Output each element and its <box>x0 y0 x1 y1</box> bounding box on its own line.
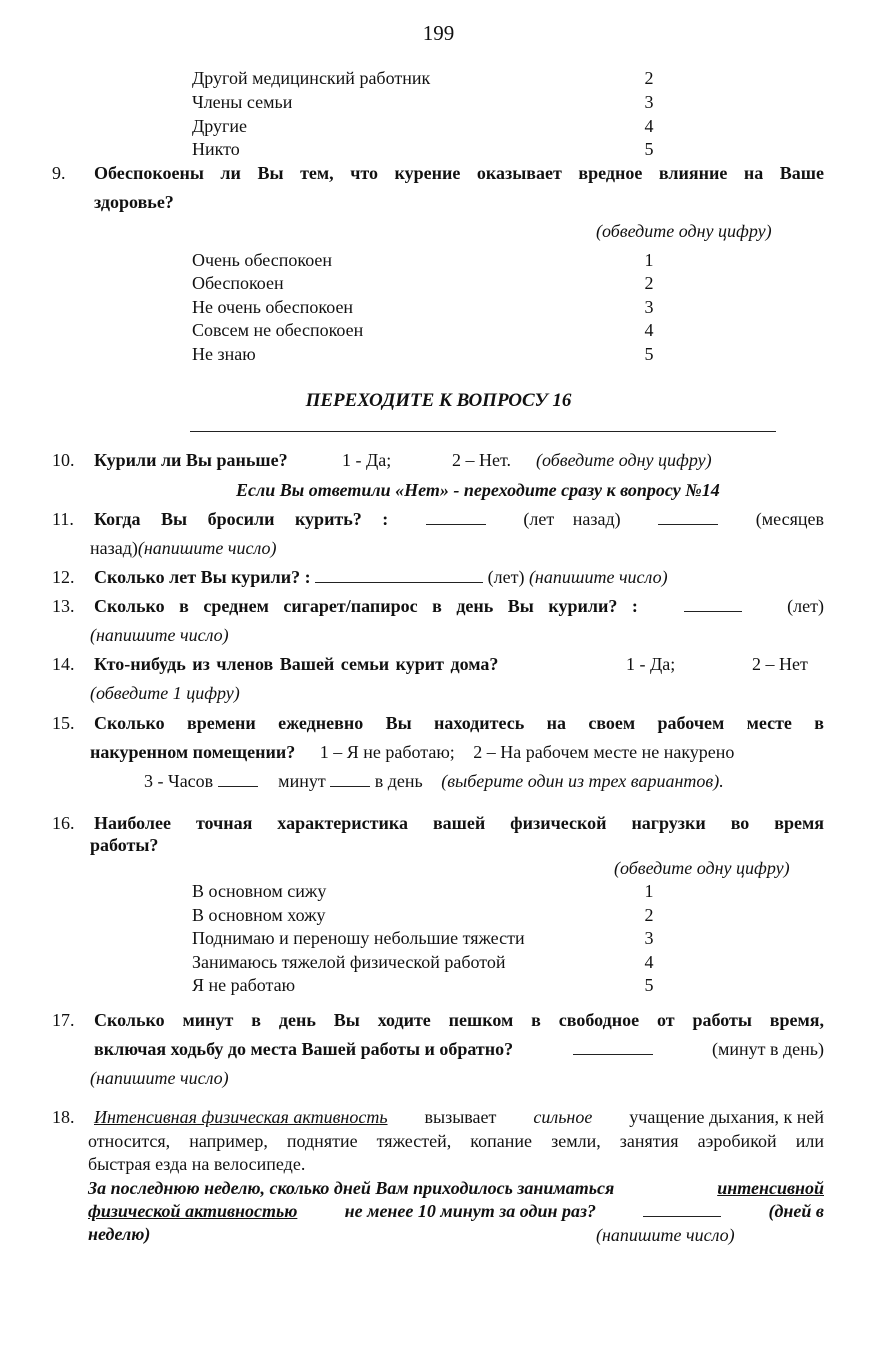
q13-answer-blank[interactable] <box>684 595 742 612</box>
q18-question-line1 <box>88 1177 824 1199</box>
q18-question-line2 <box>88 1200 824 1222</box>
q17-unit: (минут в день) <box>711 1039 824 1059</box>
q12-line <box>94 566 668 588</box>
q16-question-line2: работы? <box>90 835 159 855</box>
q11-months-blank[interactable] <box>658 508 718 525</box>
q8-option-label: Другой медицинский работник <box>192 68 431 88</box>
q11-line2-text: назад) <box>90 538 138 558</box>
q9-option-number[interactable]: 3 <box>644 297 654 317</box>
q18-text-b: сильное <box>533 1107 593 1127</box>
q13-line <box>94 595 824 617</box>
q8-option-label: Члены семьи <box>192 92 293 112</box>
q11-number: 11. <box>52 509 74 529</box>
q11-unit-years: (лет назад) <box>523 509 621 529</box>
q12-answer-blank[interactable] <box>315 566 483 583</box>
q10-number: 10. <box>52 450 75 470</box>
q16-option-label: В основном сижу <box>192 881 327 901</box>
q16-option-number[interactable]: 1 <box>644 881 654 901</box>
q11-years-blank[interactable] <box>426 508 486 525</box>
q16-option-number[interactable]: 4 <box>644 952 654 972</box>
q8-option-number[interactable]: 3 <box>644 92 654 112</box>
q14-hint: (обведите 1 цифру) <box>90 683 240 703</box>
q16-option-label: Поднимаю и переношу небольшие тяжести <box>192 928 525 948</box>
q14-option-no[interactable]: 2 – Нет <box>752 654 808 674</box>
q11-question: Когда Вы бросили курить? : <box>94 509 389 529</box>
q18-line2: относится, например, поднятие тяжестей, копание земли, занятия аэробикой или <box>88 1131 824 1151</box>
q8-option-number[interactable]: 5 <box>644 139 654 159</box>
q17-number: 17. <box>52 1010 75 1030</box>
q16-option-label: В основном хожу <box>192 905 326 925</box>
q11-unit-months: (месяцев <box>755 509 824 529</box>
q16-number: 16. <box>52 813 75 833</box>
q11-line <box>94 508 824 530</box>
q18-question-underlined-2: физической активностью <box>88 1201 298 1221</box>
q15-line2 <box>90 741 734 763</box>
q15-minutes-blank[interactable] <box>330 770 370 787</box>
q8-option-label: Никто <box>192 139 240 159</box>
q12-unit: (лет) <box>487 567 525 587</box>
q18-term: Интенсивная физическая активность <box>94 1107 388 1127</box>
q18-hint: (напишите число) <box>596 1225 735 1245</box>
q12-hint: (напишите число) <box>528 567 668 587</box>
q14-question: Кто-нибудь из членов Вашей семьи курит дома? <box>94 654 499 674</box>
q9-option-number[interactable]: 2 <box>644 273 654 293</box>
q9-number: 9. <box>52 163 66 183</box>
q15-option-3-per-day: в день <box>374 771 423 791</box>
q8-option-label: Другие <box>192 116 248 136</box>
q15-question-line2: накуренном помещении? <box>90 742 296 762</box>
q10-question: Курили ли Вы раньше? <box>94 450 288 470</box>
q9-option-number[interactable]: 4 <box>644 320 654 340</box>
q15-option-2[interactable]: 2 – На рабочем месте не накурено <box>473 742 735 762</box>
q15-hours-blank[interactable] <box>218 770 258 787</box>
q9-hint: (обведите одну цифру) <box>596 221 772 241</box>
q9-option-label: Очень обеспокоен <box>192 250 333 270</box>
q18-text-c: учащение дыхания, к ней <box>629 1107 824 1127</box>
q16-option-number[interactable]: 2 <box>644 905 654 925</box>
q16-option-label: Я не работаю <box>192 975 296 995</box>
q17-line2 <box>94 1038 824 1060</box>
goto-instruction: ПЕРЕХОДИТЕ К ВОПРОСУ 16 <box>305 390 572 411</box>
q17-hint: (напишите число) <box>90 1068 229 1088</box>
q9-option-number[interactable]: 1 <box>644 250 654 270</box>
q9-option-label: Не очень обеспокоен <box>192 297 354 317</box>
q13-number: 13. <box>52 596 75 616</box>
page-number: 199 <box>422 21 455 45</box>
q16-option-label: Занимаюсь тяжелой физической работой <box>192 952 506 972</box>
q13-hint: (напишите число) <box>90 625 229 645</box>
q18-answer-blank[interactable] <box>643 1200 721 1217</box>
q18-unit: (дней в <box>768 1201 824 1221</box>
q9-option-label: Обеспокоен <box>192 273 284 293</box>
q16-hint: (обведите одну цифру) <box>614 858 790 878</box>
q15-option-3-hours: 3 - Часов <box>144 771 214 791</box>
q9-option-label: Не знаю <box>192 344 256 364</box>
q15-option-1[interactable]: 1 – Я не работаю; <box>319 742 455 762</box>
q18-question-line3: неделю) <box>88 1224 151 1244</box>
q18-question-underlined: интенсивной <box>717 1178 824 1198</box>
q8-option-number[interactable]: 4 <box>644 116 654 136</box>
q18-question-a: За последнюю неделю, сколько дней Вам приходилось заниматься <box>88 1178 615 1198</box>
q11-hint: (напишите число) <box>137 538 277 558</box>
q17-answer-blank[interactable] <box>573 1038 653 1055</box>
q14-option-yes[interactable]: 1 - Да; <box>626 654 676 674</box>
q10-option-yes[interactable]: 1 - Да; <box>342 450 392 470</box>
q10-option-no[interactable]: 2 – Нет. <box>452 450 512 470</box>
q16-question-line1: Наиболее точная характеристика вашей физической нагрузки во время <box>94 813 824 833</box>
q15-line3 <box>144 770 724 792</box>
q17-question-line1: Сколько минут в день Вы ходите пешком в свободное от работы время, <box>94 1010 824 1030</box>
q8-option-number[interactable]: 2 <box>644 68 654 88</box>
section-divider <box>190 431 776 432</box>
q13-question: Сколько в среднем сигарет/папирос в день Вы курили? : <box>94 596 638 616</box>
q9-question-line1: Обеспокоены ли Вы тем, что курение оказывает вредное влияние на Ваше <box>94 163 824 183</box>
q18-line3: быстрая езда на велосипеде. <box>88 1154 306 1174</box>
q18-question-b: не менее 10 минут за один раз? <box>344 1201 596 1221</box>
q16-option-number[interactable]: 5 <box>644 975 654 995</box>
q14-number: 14. <box>52 654 75 674</box>
q16-option-number[interactable]: 3 <box>644 928 654 948</box>
q9-option-number[interactable]: 5 <box>644 344 654 364</box>
q10-hint: (обведите одну цифру) <box>536 450 712 470</box>
q13-unit: (лет) <box>787 596 824 616</box>
q18-text-a: вызывает <box>424 1107 497 1127</box>
q15-hint: (выберите один из трех вариантов). <box>441 771 724 791</box>
q12-question: Сколько лет Вы курили? : <box>94 567 311 587</box>
q15-option-3-minutes: минут <box>278 771 326 791</box>
q18-line1 <box>94 1106 824 1128</box>
q9-option-label: Совсем не обеспокоен <box>192 320 364 340</box>
q18-number: 18. <box>52 1107 75 1127</box>
q17-question-line2: включая ходьбу до места Вашей работы и обратно? <box>94 1039 514 1059</box>
q15-question-line1: Сколько времени ежедневно Вы находитесь на своем рабочем месте в <box>94 713 824 733</box>
q12-number: 12. <box>52 567 75 587</box>
q11-line2 <box>90 537 277 559</box>
q10-skip-note: Если Вы ответили «Нет» - переходите сразу к вопросу №14 <box>236 480 720 500</box>
q9-question-line2: здоровье? <box>94 192 174 212</box>
q15-number: 15. <box>52 713 75 733</box>
